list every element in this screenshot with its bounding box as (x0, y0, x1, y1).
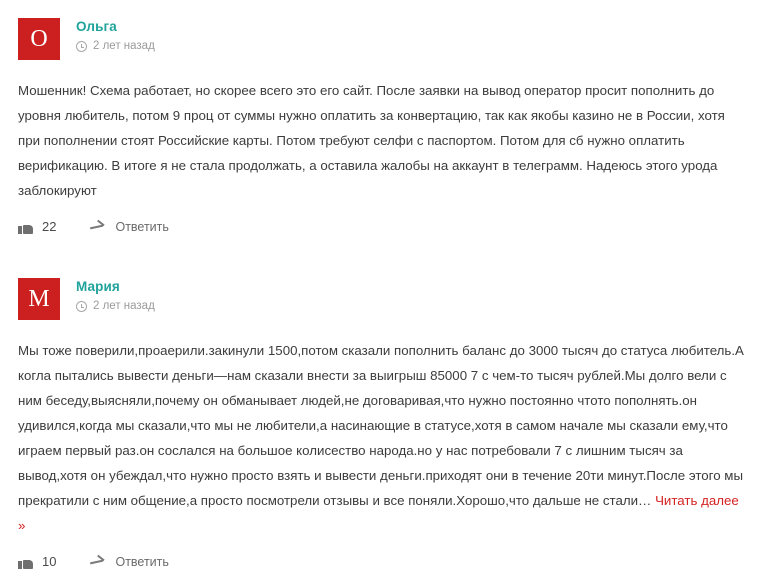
comment-actions (18, 554, 747, 569)
clock-icon (76, 41, 87, 52)
comment-body (18, 78, 747, 203)
comment-author-block (76, 18, 155, 52)
comment-author: Ольга (76, 19, 117, 34)
reply-arrow-icon (90, 220, 106, 233)
thumbs-up-icon (18, 554, 33, 569)
thumbs-up-icon (18, 219, 33, 234)
like-count: 22 (42, 219, 57, 234)
comment-timestamp: 2 лет назад (93, 300, 155, 312)
read-more-link[interactable]: Читать далее » (18, 493, 739, 533)
comment-item (18, 278, 747, 569)
avatar: О (18, 18, 60, 60)
comment-timestamp: 2 лет назад (93, 40, 155, 52)
comment-body (18, 338, 747, 538)
reply-button[interactable] (90, 555, 168, 569)
like-button[interactable] (18, 554, 56, 569)
comment-meta (76, 40, 155, 52)
comment-author-block (76, 278, 155, 312)
avatar: М (18, 278, 60, 320)
reply-label: Ответить (115, 219, 169, 234)
comment-header (18, 18, 747, 60)
comment-author: Мария (76, 279, 120, 294)
comment-header (18, 278, 747, 320)
comment-meta (76, 300, 155, 312)
reply-arrow-icon (90, 555, 106, 568)
like-count: 10 (42, 554, 57, 569)
comment-actions (18, 219, 747, 234)
clock-icon (76, 301, 87, 312)
reply-button[interactable] (90, 220, 168, 234)
comment-text: Мошенник! Схема работает, но скорее всего это его сайт. После заявки на вывод оператор просит пополнить до уровня любитель, потом 9 проц от суммы нужно оплатить за конвертацию, так как якобы казино не в России, хотя при пополнении стоят Российские карты. Потом требуют селфи с паспортом. Потом для сб нужно оплатить верификацию. В итоге я не стала продолжать, а оставила жалобы на аккаунт в телеграмм. Надеюсь этого урода заблокируют (18, 83, 725, 198)
comment-item (18, 18, 747, 234)
comment-text: Мы тоже поверили,проаерили.закинули 1500,потом сказали пополнить баланс до 3000 тысяч до статуса любитель.А когла пытались вывести деньги—нам сказали внести за выигрыш 85000 7 с чем-то тысяч рублей.Мы долго вели с ним беседу,выясняли,почему он обманывает людей,не договаривая,что нужно постоянно чтото пополнять.он удивился,когда мы сказали,что мы не любители,а насинающие в статусе,хотя в самом начале мы сказали ему,что играем первый раз.он сослался на большое колисество народа.но у нас потребовали 7 с лишним тысяч за вывод,хотя он убеждал,что нужно просто взять и вывести деньги.приходят они в течение 20ти минут.После этого мы прекратили с ним общение,а просто посмотрели отзывы и все поняли.Хорошо,что дальше не стали… (18, 343, 744, 508)
reply-label: Ответить (115, 554, 169, 569)
like-button[interactable] (18, 219, 56, 234)
